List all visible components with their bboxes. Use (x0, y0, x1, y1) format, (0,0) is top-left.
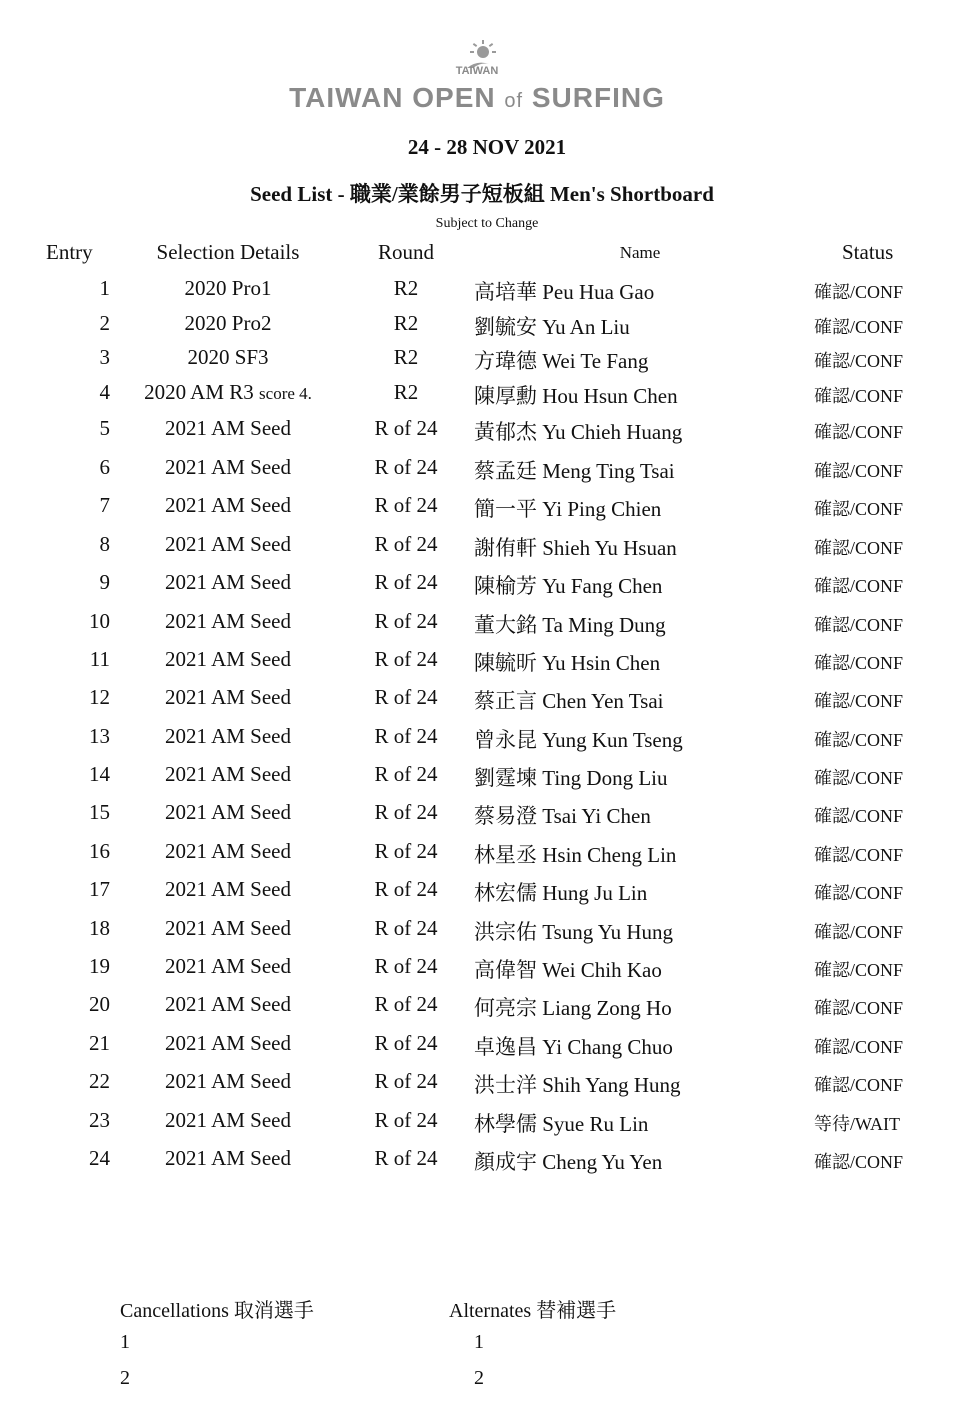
selection-cell: 2020 Pro1 (184, 276, 272, 300)
name-cell: 簡一平 Yi Ping Chien (474, 497, 662, 521)
column-header-status: Status (842, 240, 894, 264)
name-cell: 蔡易澄 Tsai Yi Chen (474, 804, 651, 828)
table-row (0, 1146, 954, 1184)
status-cell: 確認/CONF (814, 1037, 904, 1057)
cancellations-title: Cancellations 取消選手 (120, 1300, 314, 1322)
selection-cell: 2021 AM Seed (165, 647, 291, 671)
table-row (0, 800, 954, 838)
table-row (0, 345, 954, 383)
round-cell: R of 24 (374, 1031, 438, 1055)
entry-cell: 5 (99, 416, 110, 440)
status-cell: 確認/CONF (814, 730, 904, 750)
selection-note: score 4. (259, 384, 312, 403)
status-cell: 確認/CONF (814, 422, 904, 442)
round-cell: R of 24 (374, 877, 438, 901)
round-cell: R of 24 (374, 685, 438, 709)
alternate-item: 2 (474, 1367, 484, 1389)
table-row (0, 380, 954, 418)
entry-cell: 11 (89, 647, 110, 671)
selection-cell: 2021 AM Seed (165, 1031, 291, 1055)
entry-cell: 18 (89, 916, 110, 940)
status-cell: 確認/CONF (814, 1075, 904, 1095)
name-cell: 曾永昆 Yung Kun Tseng (474, 728, 683, 752)
round-cell: R of 24 (374, 954, 438, 978)
selection-cell: 2021 AM Seed (165, 839, 291, 863)
table-row (0, 877, 954, 915)
entry-cell: 19 (89, 954, 110, 978)
name-cell: 陳毓昕 Yu Hsin Chen (474, 651, 661, 675)
page-title: Seed List - 職業/業餘男子短板組 Men's Shortboard (250, 182, 714, 206)
name-cell: 洪士洋 Shih Yang Hung (474, 1073, 681, 1097)
table-row (0, 609, 954, 647)
selection-cell: 2021 AM Seed (165, 685, 291, 709)
column-header-round: Round (377, 240, 434, 264)
round-cell: R2 (393, 311, 419, 335)
selection-cell: 2021 AM Seed (165, 1146, 291, 1170)
entry-cell: 7 (99, 493, 110, 517)
round-cell: R2 (393, 276, 419, 300)
sun-logo-icon (437, 40, 517, 80)
table-row (0, 839, 954, 877)
status-cell: 確認/CONF (814, 282, 904, 302)
table-row (0, 1108, 954, 1146)
entry-cell: 3 (99, 345, 110, 369)
status-cell: 確認/CONF (814, 653, 904, 673)
name-cell: 陳厚勳 Hou Hsun Chen (474, 384, 678, 408)
table-row (0, 311, 954, 349)
round-cell: R2 (393, 345, 419, 369)
name-cell: 劉霆堜 Ting Dong Liu (474, 766, 668, 790)
selection-cell: 2020 SF3 (187, 345, 269, 369)
table-row (0, 762, 954, 800)
table-row (0, 493, 954, 531)
entry-cell: 13 (89, 724, 110, 748)
entry-cell: 9 (99, 570, 110, 594)
entry-cell: 12 (89, 685, 110, 709)
round-cell: R of 24 (374, 916, 438, 940)
selection-cell: 2021 AM Seed (165, 954, 291, 978)
status-cell: 確認/CONF (814, 960, 904, 980)
name-cell: 董大銘 Ta Ming Dung (474, 613, 666, 637)
entry-cell: 8 (99, 532, 110, 556)
entry-cell: 15 (89, 800, 110, 824)
table-row (0, 724, 954, 762)
table-row (0, 1069, 954, 1107)
round-cell: R of 24 (374, 1108, 438, 1132)
status-cell: 等待/WAIT (814, 1114, 900, 1134)
selection-cell: 2021 AM Seed (165, 532, 291, 556)
svg-text:TAIWAN: TAIWAN (455, 65, 499, 77)
entry-cell: 22 (89, 1069, 110, 1093)
status-cell: 確認/CONF (814, 499, 904, 519)
name-cell: 何亮宗 Liang Zong Ho (474, 996, 672, 1020)
entry-cell: 6 (99, 455, 110, 479)
table-row (0, 570, 954, 608)
selection-cell: 2021 AM Seed (165, 455, 291, 479)
cancellation-item: 2 (120, 1367, 130, 1389)
round-cell: R of 24 (374, 839, 438, 863)
name-cell: 高偉智 Wei Chih Kao (474, 958, 662, 982)
name-cell: 蔡孟廷 Meng Ting Tsai (474, 459, 675, 483)
column-header-entry: Entry (46, 240, 93, 264)
selection-cell: 2021 AM Seed (165, 877, 291, 901)
name-cell: 林學儒 Syue Ru Lin (474, 1112, 649, 1136)
entry-cell: 14 (89, 762, 110, 786)
round-cell: R of 24 (374, 1069, 438, 1093)
subject-note: Subject to Change (435, 216, 539, 231)
status-cell: 確認/CONF (814, 576, 904, 596)
status-cell: 確認/CONF (814, 461, 904, 481)
name-cell: 林宏儒 Hung Ju Lin (474, 881, 648, 905)
round-cell: R of 24 (374, 647, 438, 671)
status-cell: 確認/CONF (814, 317, 904, 337)
logo-wordmark: TAIWAN OPEN of SURFING (289, 82, 665, 113)
round-cell: R of 24 (374, 724, 438, 748)
alternate-item: 1 (474, 1331, 484, 1353)
table-row (0, 276, 954, 314)
table-row (0, 647, 954, 685)
column-header-name: Name (619, 243, 661, 262)
entry-cell: 23 (89, 1108, 110, 1132)
round-cell: R of 24 (374, 1146, 438, 1170)
selection-cell: 2021 AM Seed (165, 570, 291, 594)
entry-cell: 2 (99, 311, 110, 335)
name-cell: 顏成宇 Cheng Yu Yen (474, 1150, 663, 1174)
selection-cell: 2021 AM Seed (165, 1108, 291, 1132)
status-cell: 確認/CONF (814, 351, 904, 371)
selection-cell: 2020 AM R3 score 4. (144, 380, 312, 404)
status-cell: 確認/CONF (814, 386, 904, 406)
selection-cell: 2021 AM Seed (165, 416, 291, 440)
table-row (0, 416, 954, 454)
entry-cell: 20 (89, 992, 110, 1016)
name-cell: 蔡正言 Chen Yen Tsai (474, 689, 664, 713)
name-cell: 劉毓安 Yu An Liu (474, 315, 630, 339)
table-row (0, 455, 954, 493)
selection-cell: 2021 AM Seed (165, 762, 291, 786)
alternates-title: Alternates 替補選手 (449, 1300, 617, 1322)
name-cell: 洪宗佑 Tsung Yu Hung (474, 920, 674, 944)
round-cell: R of 24 (374, 992, 438, 1016)
entry-cell: 16 (89, 839, 110, 863)
status-cell: 確認/CONF (814, 538, 904, 558)
round-cell: R of 24 (374, 609, 438, 633)
column-header-selection: Selection Details (156, 240, 300, 264)
status-cell: 確認/CONF (814, 845, 904, 865)
name-cell: 卓逸昌 Yi Chang Chuo (474, 1035, 673, 1059)
entry-cell: 1 (99, 276, 110, 300)
event-date: 24 - 28 NOV 2021 (407, 135, 567, 159)
status-cell: 確認/CONF (814, 998, 904, 1018)
entry-cell: 24 (89, 1146, 110, 1170)
selection-cell: 2021 AM Seed (165, 493, 291, 517)
event-logo (0, 40, 954, 114)
round-cell: R of 24 (374, 532, 438, 556)
selection-cell: 2021 AM Seed (165, 609, 291, 633)
selection-cell: 2021 AM Seed (165, 916, 291, 940)
status-cell: 確認/CONF (814, 691, 904, 711)
table-row (0, 992, 954, 1030)
round-cell: R of 24 (374, 570, 438, 594)
status-cell: 確認/CONF (814, 1152, 904, 1172)
status-cell: 確認/CONF (814, 922, 904, 942)
status-cell: 確認/CONF (814, 806, 904, 826)
table-row (0, 532, 954, 570)
selection-cell: 2021 AM Seed (165, 1069, 291, 1093)
status-cell: 確認/CONF (814, 883, 904, 903)
round-cell: R2 (393, 380, 419, 404)
round-cell: R of 24 (374, 455, 438, 479)
name-cell: 林星丞 Hsin Cheng Lin (474, 843, 677, 867)
table-row (0, 916, 954, 954)
selection-cell: 2021 AM Seed (165, 800, 291, 824)
round-cell: R of 24 (374, 493, 438, 517)
entry-cell: 17 (89, 877, 110, 901)
round-cell: R of 24 (374, 762, 438, 786)
entry-cell: 4 (99, 380, 110, 404)
table-row (0, 685, 954, 723)
selection-cell: 2021 AM Seed (165, 724, 291, 748)
round-cell: R of 24 (374, 800, 438, 824)
status-cell: 確認/CONF (814, 615, 904, 635)
name-cell: 黃郁杰 Yu Chieh Huang (474, 420, 683, 444)
name-cell: 謝侑軒 Shieh Yu Hsuan (474, 536, 677, 560)
selection-cell: 2020 Pro2 (184, 311, 272, 335)
name-cell: 陳榆芳 Yu Fang Chen (474, 574, 663, 598)
cancellation-item: 1 (120, 1331, 130, 1353)
entry-cell: 10 (89, 609, 110, 633)
table-row (0, 1031, 954, 1069)
name-cell: 高培華 Peu Hua Gao (474, 280, 655, 304)
name-cell: 方瑋德 Wei Te Fang (474, 349, 649, 373)
status-cell: 確認/CONF (814, 768, 904, 788)
selection-cell: 2021 AM Seed (165, 992, 291, 1016)
table-row (0, 954, 954, 992)
entry-cell: 21 (89, 1031, 110, 1055)
round-cell: R of 24 (374, 416, 438, 440)
